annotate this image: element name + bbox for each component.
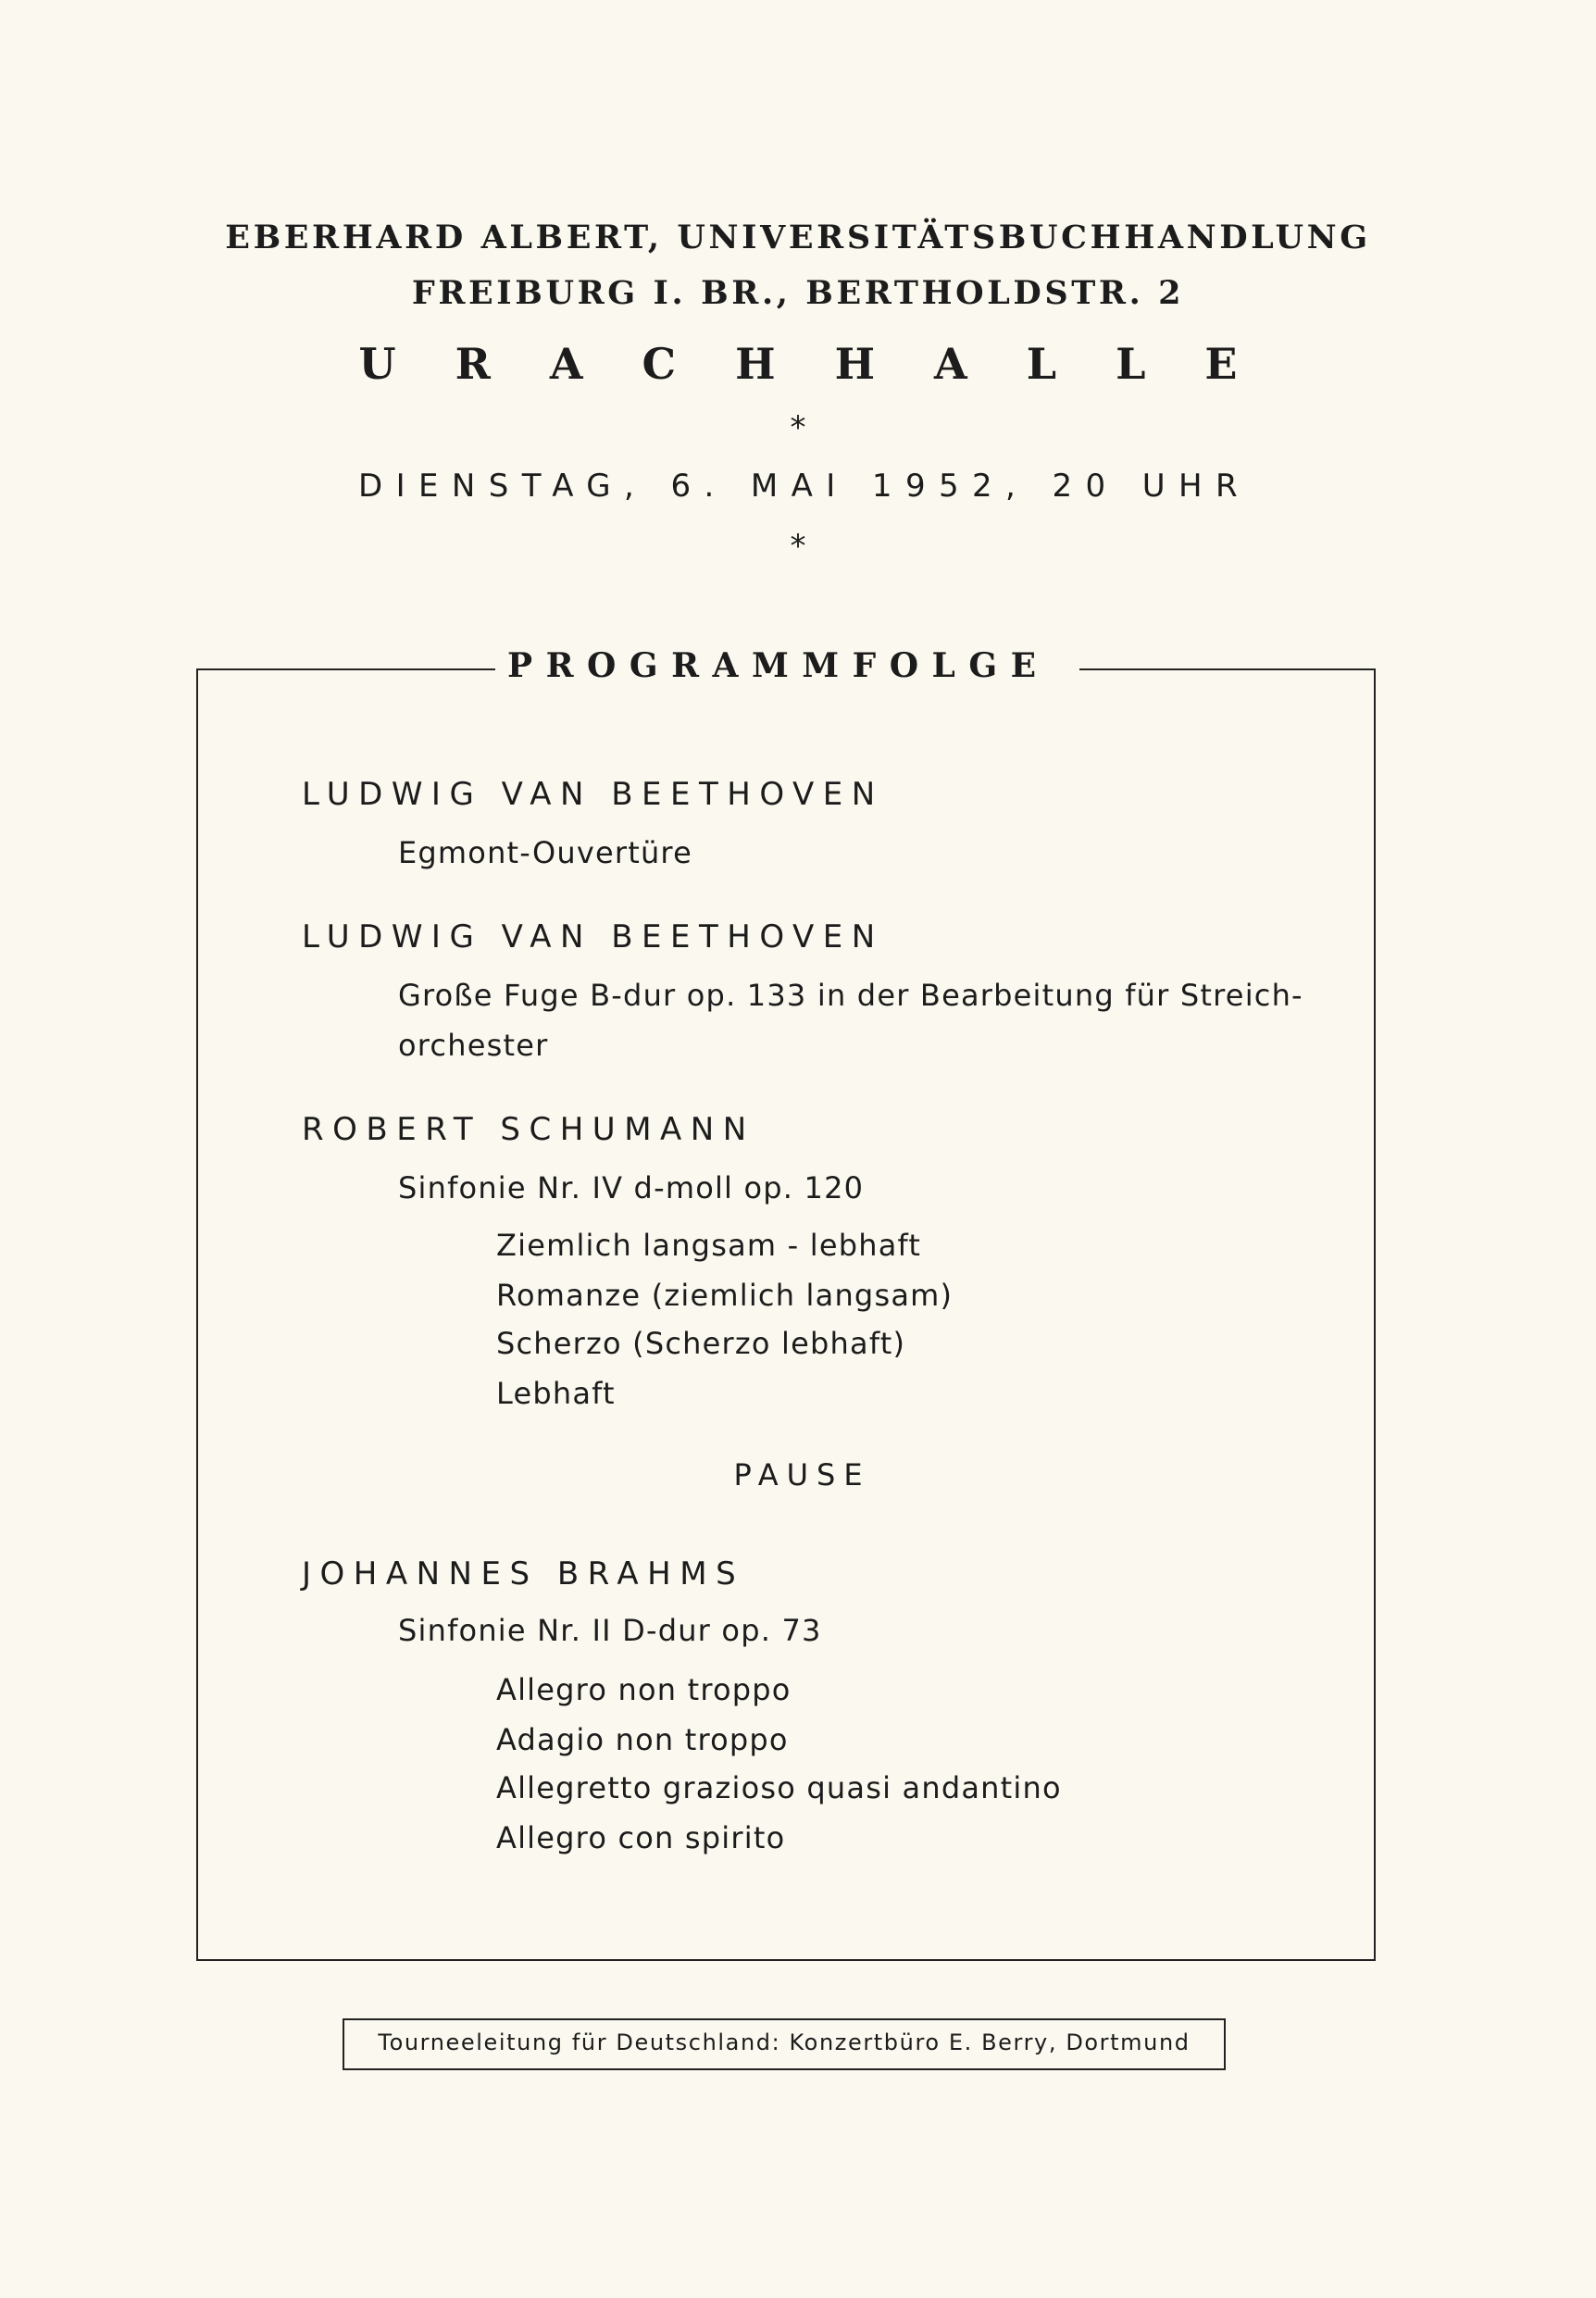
movement: Romanze (ziemlich langsam) xyxy=(496,1278,954,1313)
frame-bottom-rule xyxy=(196,1959,1376,1961)
movement: Allegretto grazioso quasi andantino xyxy=(496,1770,1062,1805)
composer-name: JOHANNES BRAHMS xyxy=(302,1555,745,1592)
frame-right-rule xyxy=(1374,668,1376,1961)
composer-name: LUDWIG VAN BEETHOVEN xyxy=(302,918,884,955)
bookshop-name: EBERHARD ALBERT, UNIVERSITÄTSBUCHHANDLUNG xyxy=(225,219,1371,256)
movement: Adagio non troppo xyxy=(496,1722,789,1757)
concert-date: DIENSTAG, 6. MAI 1952, 20 UHR xyxy=(357,468,1252,505)
work-title: Egmont-Ouvertüre xyxy=(398,835,692,870)
work-title-continued: orchester xyxy=(398,1028,549,1063)
composer-name: ROBERT SCHUMANN xyxy=(302,1111,755,1148)
star-ornament-bottom: * xyxy=(790,528,806,565)
composer-name: LUDWIG VAN BEETHOVEN xyxy=(302,776,884,813)
movement: Lebhaft xyxy=(496,1376,616,1411)
movement: Allegro con spirito xyxy=(496,1820,786,1855)
star-ornament-top: * xyxy=(790,409,806,446)
tour-management-note: Tourneeleitung für Deutschland: Konzertbüro E. Berry, Dortmund xyxy=(378,2029,1191,2055)
work-title: Große Fuge B-dur op. 133 in der Bearbeitung für Streich- xyxy=(398,978,1303,1013)
movement: Scherzo (Scherzo lebhaft) xyxy=(496,1326,906,1361)
program-title: PROGRAMMFOLGE xyxy=(507,646,1050,685)
frame-top-right-rule xyxy=(1079,668,1376,670)
bookshop-address: FREIBURG I. BR., BERTHOLDSTR. 2 xyxy=(411,274,1185,312)
movement: Ziemlich langsam - lebhaft xyxy=(496,1228,922,1263)
frame-top-left-rule xyxy=(196,668,495,670)
movement: Allegro non troppo xyxy=(496,1672,792,1707)
intermission-label: PAUSE xyxy=(733,1457,871,1492)
frame-left-rule xyxy=(196,668,198,1961)
venue-name: URACHHALLE xyxy=(358,339,1297,389)
work-title: Sinfonie Nr. II D-dur op. 73 xyxy=(398,1613,822,1648)
work-title: Sinfonie Nr. IV d-moll op. 120 xyxy=(398,1170,865,1205)
